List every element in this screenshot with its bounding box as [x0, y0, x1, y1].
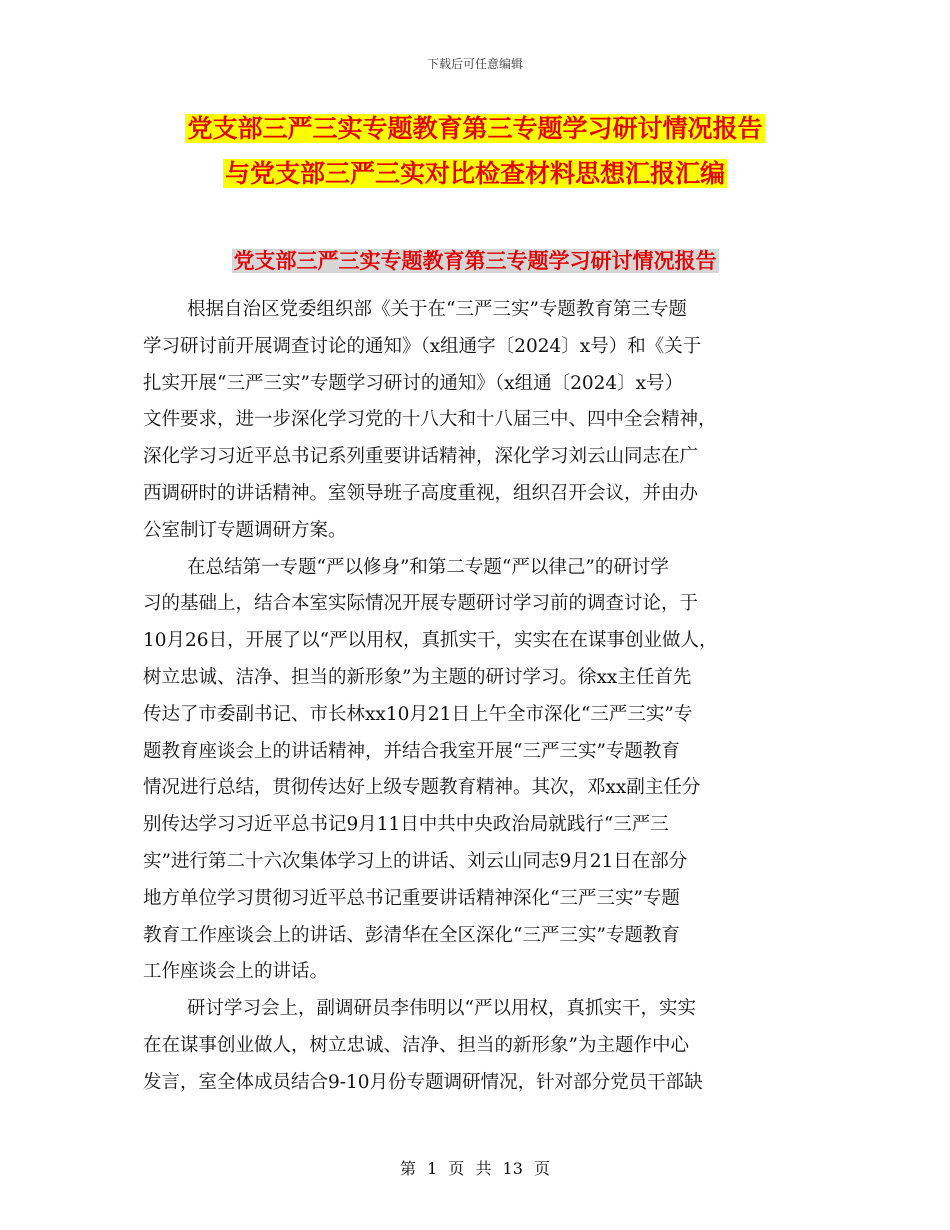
body-line: 题教育座谈会上的讲话精神，并结合我室开展“三严三实”专题教育 [143, 740, 680, 762]
document-body [143, 292, 803, 1102]
body-line: 深化学习习近平总书记系列重要讲话精神，深化学习刘云山同志在广 [143, 446, 699, 468]
body-line: 研讨学习会上，副调研员李伟明以“严以用权，真抓实干，实实 [187, 998, 696, 1020]
section-title [0, 246, 950, 276]
body-line: 扎实开展“三严三实”专题学习研讨的通知》（x组通〔2024〕x号） [143, 372, 684, 394]
body-line: 西调研时的讲话精神。室领导班子高度重视，组织召开会议，并由办 [143, 482, 699, 504]
body-line: 情况进行总结，贯彻传达好上级专题教育精神。其次，邓xx副主任分 [143, 777, 701, 799]
body-line: 习的基础上，结合本室实际情况开展专题研讨学习前的调查讨论，于 [143, 593, 699, 615]
body-line: 教育工作座谈会上的讲话、彭清华在全区深化“三严三实”专题教育 [143, 924, 680, 946]
body-line: 公室制订专题调研方案。 [143, 519, 347, 541]
body-line: 实”进行第二十六次集体学习上的讲话、刘云山同志9月21日在部分 [143, 850, 688, 872]
body-line: 别传达学习习近平总书记9月11日中共中央政治局就践行“三严三 [143, 814, 669, 836]
page-footer: 第 1 页 共 13 页 [400, 1159, 550, 1178]
body-line: 在总结第一专题“严以修身”和第二专题“严以律己”的研讨学 [187, 556, 669, 578]
body-line: 传达了市委副书记、市长林xx10月21日上午全市深化“三严三实”专 [143, 703, 693, 725]
body-line: 10月26日，开展了以“严以用权，真抓实干，实实在在谋事创业做人， [143, 630, 718, 652]
body-line: 根据自治区党委组织部《关于在“三严三实”专题教育第三专题 [187, 299, 687, 320]
section-title-text: 党支部三严三实专题教育第三专题学习研讨情况报告 [233, 249, 717, 273]
body-line: 地方单位学习贯彻习近平总书记重要讲话精神深化“三严三实”专题 [143, 887, 680, 909]
document-title-line-1 [0, 112, 950, 146]
header-note: 下载后可任意编辑 [426, 57, 523, 71]
body-line: 发言，室全体成员结合9-10月份专题调研情况，针对部分党员干部缺 [143, 1071, 703, 1093]
document-title-line-2 [0, 157, 950, 191]
body-line: 在在谋事创业做人，树立忠诚、洁净、担当的新形象”为主题作中心 [143, 1034, 689, 1056]
body-line: 学习研讨前开展调查讨论的通知》（x组通字〔2024〕x号）和《关于 [143, 335, 702, 357]
title-line-1-text: 党支部三严三实专题教育第三专题学习研讨情况报告 [187, 114, 763, 143]
title-line-2-text: 与党支部三严三实对比检查材料思想汇报汇编 [224, 159, 725, 188]
body-line: 树立忠诚、洁净、担当的新形象”为主题的研讨学习。徐xx主任首先 [143, 666, 692, 688]
body-line: 工作座谈会上的讲话。 [143, 961, 329, 983]
body-line: 文件要求，进一步深化学习党的十八大和十八届三中、四中全会精神， [143, 409, 717, 431]
